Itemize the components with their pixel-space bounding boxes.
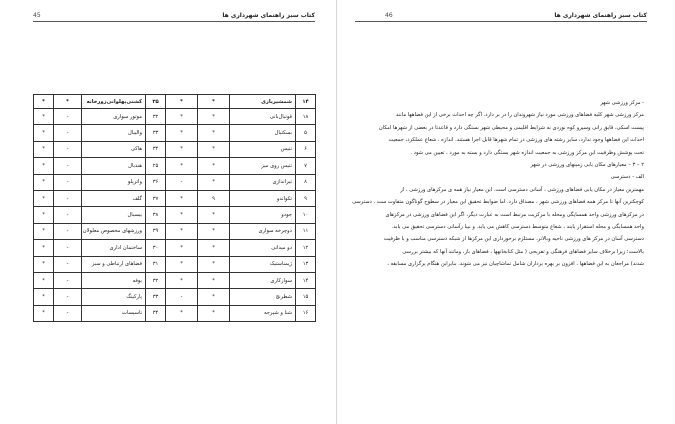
table-cell-name2: کشتی‌پهلوانی‌زورخانه	[82, 95, 146, 109]
text-line: کوچکترین آنها تا مرکز همه فضاهای ورزشی شهر ، مصداق دارد. اما ضوابط تحقیق این معیار در سطوح گوناگون متفاوت ست . دسترسی	[352, 199, 644, 206]
table-cell-c3: -	[54, 158, 82, 174]
table-row	[34, 272, 316, 288]
table-cell-n1: ۱۳	[296, 256, 316, 272]
table-cell-c2: *	[166, 305, 198, 321]
table-cell-n1: ۱۲	[296, 240, 316, 256]
table-row	[34, 190, 316, 206]
table-cell-c2: *	[166, 125, 198, 141]
table-cell-name2: تاسیسات	[82, 305, 146, 321]
table-cell-c1: *	[198, 95, 230, 109]
table-cell-c3: -	[54, 223, 82, 239]
right-header-title: کتاب سبز راهنمای شهرداری ها	[554, 12, 647, 19]
table-cell-name2: هاکی	[82, 141, 146, 157]
table-cell-name1: ژیمناستیک	[230, 256, 296, 272]
table-cell-c1: *	[198, 174, 230, 190]
table-cell-name1: شمشیربازی	[230, 95, 296, 109]
table-cell-n2: ۳۳	[146, 289, 166, 305]
table-cell-c3: -	[54, 141, 82, 157]
table-cell-name1: تکواندو	[230, 190, 296, 206]
table-row	[34, 109, 316, 125]
table-cell-c1: *	[198, 125, 230, 141]
table-cell-c4: *	[34, 125, 54, 141]
table-cell-c4: *	[34, 256, 54, 272]
table-cell-name2: موتور سواری	[82, 109, 146, 125]
table-cell-name1: بسکتبال	[230, 125, 296, 141]
table-cell-c4: *	[34, 289, 54, 305]
table-cell-c4: *	[34, 95, 54, 109]
table-cell-c4: *	[34, 240, 54, 256]
table-cell-c3: -	[54, 125, 82, 141]
table-cell-n2: ۳۲	[146, 272, 166, 288]
table-cell-name2: هندبال	[82, 158, 146, 174]
table-row	[34, 240, 316, 256]
table-cell-c3: -	[54, 256, 82, 272]
table-cell-c1: *	[198, 158, 230, 174]
table-cell-n1: ۸	[296, 174, 316, 190]
left-page	[0, 0, 337, 424]
table-cell-n2: ۳۷	[146, 190, 166, 206]
left-page-number: 45	[33, 12, 41, 19]
table-cell-name2: پارکینگ	[82, 289, 146, 305]
table-row	[34, 223, 316, 239]
table-row	[34, 95, 316, 109]
right-page-number: 46	[385, 12, 393, 19]
table-cell-c1: *	[198, 109, 230, 125]
table-cell-n2: ۳۶	[146, 174, 166, 190]
table-cell-n1: ۶	[296, 141, 316, 157]
table-cell-c3: -	[54, 240, 82, 256]
table-cell-c3: -	[54, 174, 82, 190]
table-cell-c3: -	[54, 109, 82, 125]
table-cell-c3: *	[54, 95, 82, 109]
table-cell-n1: ۷	[296, 158, 316, 174]
table-cell-name1: دو میدانی	[230, 240, 296, 256]
table-cell-c1: *	[198, 256, 230, 272]
table-row	[34, 125, 316, 141]
table-cell-n1: ۱۰	[296, 207, 316, 223]
table-cell-c4: *	[34, 141, 54, 157]
table-cell-c1: *	[198, 305, 230, 321]
table-cell-n2: ۳۰	[146, 240, 166, 256]
table-row	[34, 174, 316, 190]
table-cell-c3: -	[54, 305, 82, 321]
table-cell-c1: *	[198, 141, 230, 157]
table-cell-name1: سوارکاری	[230, 272, 296, 288]
text-line: پیست اسکی، قایق رانی وسیرو کوه نوردی به شرایط اقلیمی و محیطی شهر بستگی دارد و قاعدتا در بعضی از شهرها امکان	[378, 124, 644, 131]
table-cell-c3: -	[54, 272, 82, 288]
right-header-rule	[355, 21, 647, 22]
table-cell-c3: -	[54, 289, 82, 305]
text-line: مهمترین معیار در مکان یابی فضاهای ورزشی ، آسانی دسترسی است. این معیار نیاز همه ی مرکزهای ورزشی ، از	[400, 186, 644, 193]
table-cell-name1: دوچرخه سواری	[230, 223, 296, 239]
table-cell-c1: *	[198, 207, 230, 223]
table-cell-c4: *	[34, 109, 54, 125]
text-line: شدند) مراجعان به این فضاهها ، افزون بر بهره برداران شامل تماشاچیان نیز می شوند. بنابراین هنگام برگزاری مسابقه ،	[387, 261, 644, 268]
left-header-rule	[33, 21, 315, 22]
table-cell-c3: -	[54, 207, 82, 223]
table-cell-name2: فضاهای ارتباطی و سبز	[82, 256, 146, 272]
table-cell-n1: ۱۴	[296, 272, 316, 288]
table-cell-n1: ۱۱	[296, 223, 316, 239]
text-line: احداث این فضاهها وجود ندارد، سایر رشته های ورزشی در تمام شهرها قابل اجرا هستند. اندازه ، شعاع عملکرد، جمعیت	[388, 137, 644, 144]
table-cell-c4: *	[34, 272, 54, 288]
table-cell-c4: *	[34, 223, 54, 239]
table-cell-c1: *	[198, 272, 230, 288]
table-cell-c1: *	[198, 223, 230, 239]
table-cell-name2: بیسبال	[82, 207, 146, 223]
text-line: - مرکز ورزشی شهر	[600, 100, 644, 106]
table-cell-c2: -	[166, 289, 198, 305]
table-cell-name1: جودو	[230, 207, 296, 223]
text-line: در مرکزهای ورزشی واحد همسایگی ومحله با مرکزیت مرتبط است به عبارت دیگر، اگر این فضاهای ورزشی در مرکزهای	[385, 211, 644, 218]
table-cell-name2: گلف	[82, 190, 146, 206]
table-cell-c1: ۹	[198, 190, 230, 206]
text-line: مرکز ورزشی شهر کلیه فضاهای ورزشی مورد نیاز شهروندان را در بر دارد. اگر چه احداث برخی از این فضاهها مانند	[396, 112, 644, 119]
table-cell-c1: *	[198, 289, 230, 305]
text-line: بالاست؛ زیرا برخلاف سایر فضاهای فرهنگی و تفریحی ( مثل کتابخانهها ، فضاهای باز، ومانند آنها که بیشتر بررسی	[402, 248, 644, 255]
table-cell-n1: ۱۴	[296, 95, 316, 109]
table-cell-c2: *	[166, 109, 198, 125]
table-cell-name1: شطرنج	[230, 289, 296, 305]
table-cell-n2: ۳۳	[146, 125, 166, 141]
table-cell-n2: ۳۴	[146, 141, 166, 157]
table-cell-c2: *	[166, 272, 198, 288]
table-cell-n2: ۲۵	[146, 158, 166, 174]
table-cell-n1: ۱۵	[296, 289, 316, 305]
table-cell-n2: ۳۴	[146, 305, 166, 321]
table-cell-n2: ۳۲	[146, 109, 166, 125]
table-cell-name2: بوفه	[82, 272, 146, 288]
table-cell-c4: *	[34, 158, 54, 174]
table-cell-name1: شنا و شیرجه	[230, 305, 296, 321]
table-row	[34, 158, 316, 174]
table-cell-c1: *	[198, 240, 230, 256]
table-row	[34, 207, 316, 223]
table-cell-n2: ۳۱	[146, 256, 166, 272]
table-cell-name1: فوتبال‌بانی	[230, 109, 296, 125]
table-cell-c2: *	[166, 190, 198, 206]
table-row	[34, 305, 316, 321]
table-row	[34, 256, 316, 272]
text-line: دسترسی آسان در مرکز های ورزشی ناحیه وبالاتر، مستلزم برخورداری این مرکزها از شبکه دسترسی مناسب و با ظرفیت	[383, 236, 644, 243]
text-line: الف - دسترسی	[610, 174, 644, 181]
table-cell-n1: ۵	[296, 125, 316, 141]
table-cell-c2: *	[166, 223, 198, 239]
table-cell-c2: *	[166, 256, 198, 272]
table-cell-c4: *	[34, 174, 54, 190]
table-row	[34, 141, 316, 157]
table-cell-c4: *	[34, 207, 54, 223]
table-cell-c3: -	[54, 190, 82, 206]
table-cell-n2: ۳۵	[146, 95, 166, 109]
table-cell-n1: ۱۶	[296, 305, 316, 321]
table-cell-name1: تنیس	[230, 141, 296, 157]
table-cell-c2: *	[166, 95, 198, 109]
table-cell-c2: *	[166, 141, 198, 157]
table-cell-name2: ساختمان اداری	[82, 240, 146, 256]
table-cell-n1: ۹	[296, 190, 316, 206]
table-cell-c4: *	[34, 190, 54, 206]
text-line: ۲ – ۳ – معیارهای مکان یابی زمینهای ورزشی در شهر	[530, 162, 644, 169]
text-line: واحد همسایگی و محله استقرار یابند ، شعاع متوسط دسترسی کاهش می یابد. و نیبا رآسانی دسترسی تحقیق می یابد.	[391, 224, 644, 231]
table-cell-n2: ۳۹	[146, 223, 166, 239]
text-line: تحت پوشش وظرفیت این مرکز ورزشی به جمعیت اندازه شهر بستگی دارد و بسته به مورد ، تعیین می شود .	[410, 149, 644, 156]
table-cell-c4: *	[34, 305, 54, 321]
left-header-title: کتاب سبز راهنمای شهرداری ها	[222, 12, 315, 19]
table-cell-n1: ۱۸	[296, 109, 316, 125]
table-cell-name2: ورزشهای مخصوص معلولان	[82, 223, 146, 239]
table-cell-name1: تنیس روی میز	[230, 158, 296, 174]
table-cell-name2: واترپلو	[82, 174, 146, 190]
table-cell-c2: *	[166, 158, 198, 174]
table-cell-n2: ۳۸	[146, 207, 166, 223]
table-cell-c2: *	[166, 240, 198, 256]
sports-facilities-table	[33, 94, 316, 322]
table-cell-name2: والیبال	[82, 125, 146, 141]
table-cell-c2: -	[166, 174, 198, 190]
table-cell-name1: تیراندازی	[230, 174, 296, 190]
table-row	[34, 289, 316, 305]
table-cell-c2: *	[166, 207, 198, 223]
body-text	[352, 97, 644, 271]
